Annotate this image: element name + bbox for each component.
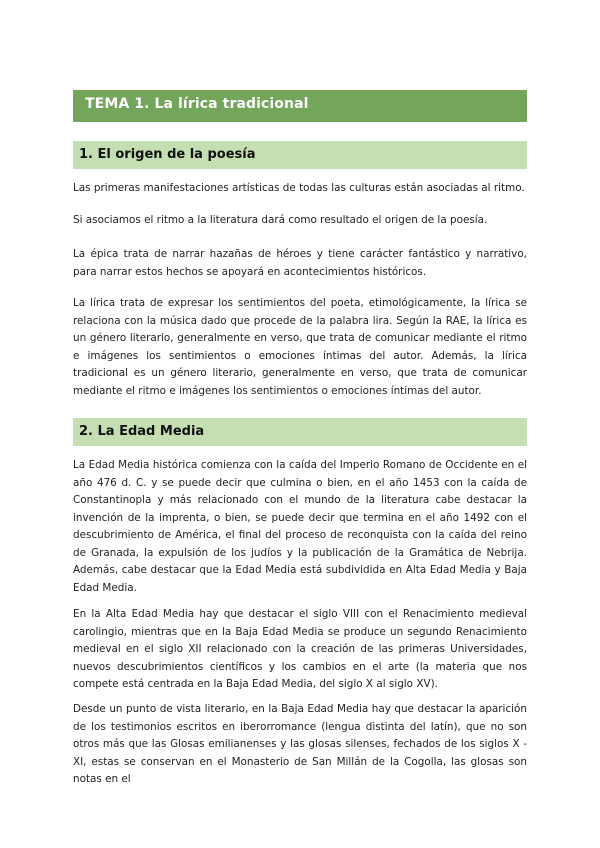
paragraph: En la Alta Edad Media hay que destacar el siglo VIII con el Renacimiento medieval carolingio, mientras que en la Baja Edad Media se produce un segundo Renacimiento medieval en el siglo XII relacionado con la creación de las primeras Universidades, nuevos descubrimientos científicos y los cambios en el arte (la materia que nos compete está centrada en la Baja Edad Media, del siglo X al siglo XV).: [73, 608, 527, 690]
section-heading-text: 2. La Edad Media: [79, 424, 205, 439]
page-title: TEMA 1. La lírica tradicional: [85, 96, 309, 112]
paragraph: La épica trata de narrar hazañas de héroes y tiene carácter fantástico y narrativo, para narrar estos hechos se apoyará en acontecimientos históricos.: [73, 248, 527, 278]
paragraph: La Edad Media histórica comienza con la caída del Imperio Romano de Occidente en el año 476 d. C. y se puede decir que culmina o bien, en el año 1453 con la caída de Constantinopla y más relacionado con el mundo de la literatura cabe destacar la invención de la imprenta, o bien, se puede decir que termina en el año 1492 con el descubrimiento de América, el final del proceso de reconquista con la caída del reino de Granada, la expulsión de los judíos y la publicación de la Gramática de Nebrija. Además, cabe destacar que la Edad Media está subdividida en Alta Edad Media y Baja Edad Media.: [73, 459, 527, 594]
paragraph: Las primeras manifestaciones artísticas de todas las culturas están asociadas al ritmo.: [73, 182, 525, 194]
section-heading-text: 1. El origen de la poesía: [79, 147, 256, 162]
title-bar: [73, 90, 527, 122]
paragraph: Desde un punto de vista literario, en la Baja Edad Media hay que destacar la aparición de los testimonios escritos en iberorromance (lengua distinta del latín), que no son otros más que las Glosas emilianenses y las glosas silenses, fechados de los siglos X - XI, estas se conservan en el Monasterio de San Millán de la Cogolla, las glosas son notas en el: [73, 703, 527, 785]
section-heading-2: [73, 418, 527, 446]
paragraph: Si asociamos el ritmo a la literatura dará como resultado el origen de la poesía.: [73, 214, 488, 226]
paragraph: La lírica trata de expresar los sentimientos del poeta, etimológicamente, la lírica se relaciona con la música dado que procede de la palabra lira. Según la RAE, la lírica es un género literario, generalmente en verso, que trata de comunicar mediante el ritmo e imágenes los sentimientos o emociones íntimas del autor. Además, la lírica tradicional es un género literario, generalmente en verso, que trata de comunicar mediante el ritmo e imágenes los sentimientos o emociones íntimas del autor.: [73, 297, 527, 397]
section-heading-1: [73, 141, 527, 169]
